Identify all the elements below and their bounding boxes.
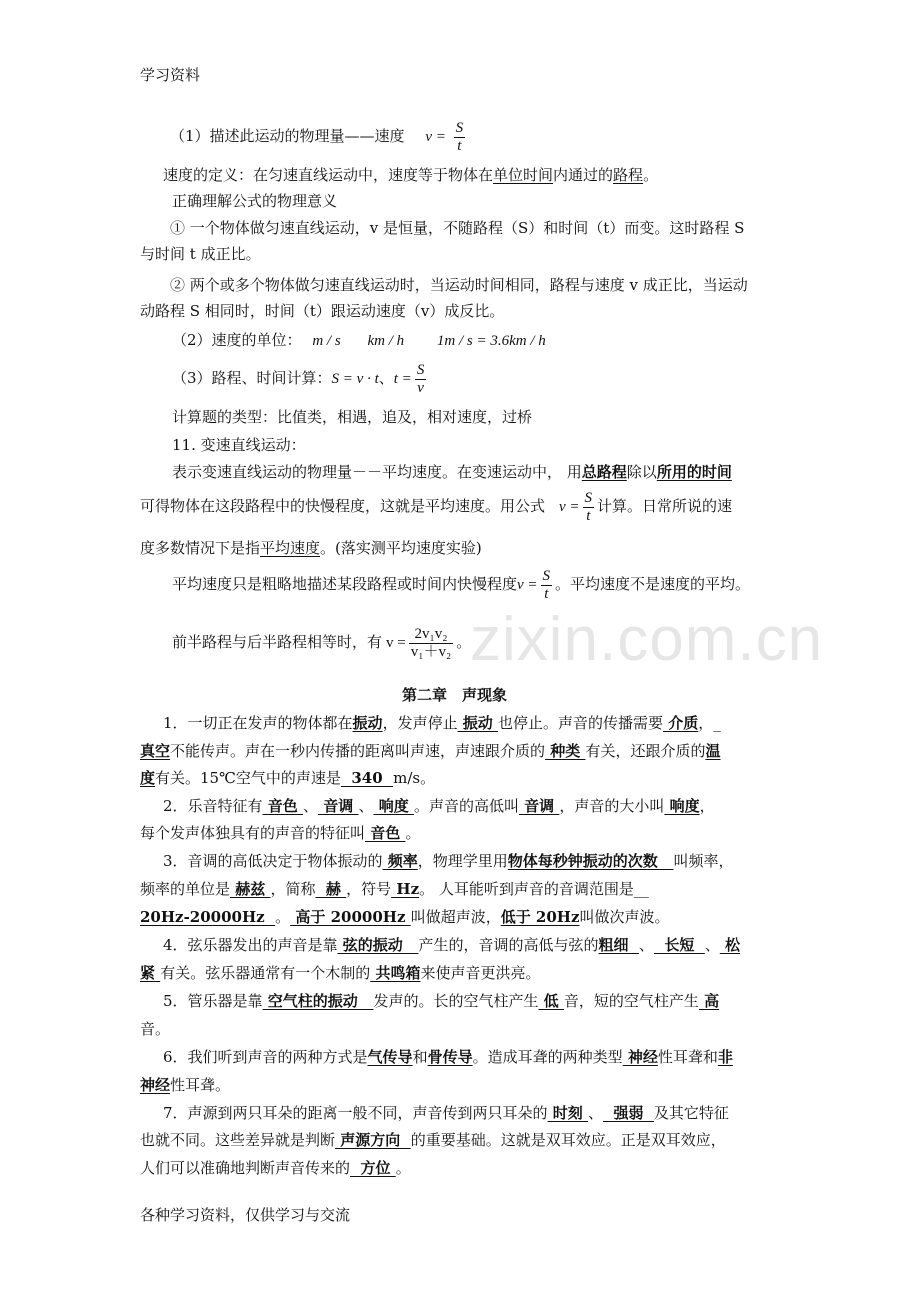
text: 。 人耳能听到声音的音调范围是 xyxy=(419,880,634,898)
text: 有关。15℃空气中的声速是 xyxy=(155,769,341,787)
text: 音，短的空气柱产生 xyxy=(563,992,699,1010)
answer-ultrasonic: 高于 20000Hz xyxy=(290,908,411,926)
def-unit-time: 单位时间 xyxy=(493,166,554,184)
speed-units xyxy=(172,329,546,352)
fraction-denominator: t xyxy=(586,507,591,524)
text: ，简称 xyxy=(270,880,316,898)
var-l2-a: 可得物体在这段路程中的快慢程度，这就是平均速度。用公式 xyxy=(140,497,546,515)
item-2-line-2 xyxy=(140,822,420,844)
item-6-line-2 xyxy=(140,1074,230,1096)
item-1-line-3 xyxy=(140,767,435,789)
text: 产生的，音调的高低与弦的 xyxy=(418,936,599,954)
answer-non-a: 非 xyxy=(717,1048,733,1066)
var-l5-b: 。 xyxy=(456,633,472,651)
answer-frequency: 频率 xyxy=(382,852,418,870)
text: 。 xyxy=(275,908,291,926)
fraction-numerator: S xyxy=(416,361,425,378)
answer-loudness-2: 响度 xyxy=(664,797,700,815)
rough-formula-v: v = xyxy=(517,577,538,593)
variable-motion-title: 11. 变速直线运动： xyxy=(172,436,306,454)
total-distance: 总路程 xyxy=(581,463,627,481)
text: 的重要基础。这就是双耳效应。正是双耳效应， xyxy=(410,1131,726,1149)
answer-low: 低 xyxy=(538,992,564,1010)
text: 、 xyxy=(704,936,720,954)
var-l3-a: 度多数情况下是指 xyxy=(140,539,261,557)
text: ， xyxy=(699,797,715,815)
point-2-line-2: 动路程 S 相同时，时间（t）跟运动速度（v）成反比。 xyxy=(140,302,505,320)
answer-340: 340 xyxy=(340,769,394,787)
item-6-line-1 xyxy=(163,1046,733,1068)
text: 叫做超声波， xyxy=(410,908,501,926)
item-3-line-2 xyxy=(140,878,649,900)
text: 叫频率， xyxy=(673,852,734,870)
point-2-line-1: ② 两个或多个物体做匀速直线运动时，当运动时间相同，路程与速度 v 成正比，当运动 xyxy=(170,276,748,294)
variable-line-2 xyxy=(140,486,732,527)
text: __ xyxy=(633,880,649,898)
answer-vibration-2: 振动 xyxy=(457,714,499,732)
text: 。 xyxy=(405,824,421,842)
answer-length: 长短 xyxy=(653,936,705,954)
text: 和 xyxy=(412,1048,428,1066)
item-7-line-1 xyxy=(163,1102,729,1124)
item-4-line-2 xyxy=(140,962,541,984)
answer-high: 高 xyxy=(698,992,720,1010)
text: 来使声音更洪亮。 xyxy=(420,964,541,982)
item-5-line-1 xyxy=(163,990,719,1012)
speed-item-1-text: （1）描述此运动的物理量——速度 xyxy=(170,127,405,145)
average-speed: 平均速度 xyxy=(260,539,321,557)
variable-line-5 xyxy=(172,620,471,665)
text: ，声音的大小叫 xyxy=(559,797,665,815)
half-formula-v: v = xyxy=(386,635,406,651)
text: ，发声停止 xyxy=(382,714,458,732)
avg-formula-fraction xyxy=(583,490,595,525)
text: 、 xyxy=(638,936,654,954)
answer-pitch-2: 音调 xyxy=(518,797,560,815)
item-4-line-1 xyxy=(163,934,740,956)
answer-tension-a: 松 xyxy=(719,936,741,954)
item-1-line-1 xyxy=(163,712,721,734)
item-2-line-1 xyxy=(163,795,715,817)
item-7-line-3 xyxy=(140,1157,411,1179)
fraction-numerator: 2v₁v₂ xyxy=(409,626,453,644)
answer-air-column: 空气柱的振动 xyxy=(262,992,374,1010)
speed-formula-fraction xyxy=(454,120,466,155)
text: 人们可以准确地判断声音传来的 xyxy=(140,1159,351,1177)
unit-ms: m / s xyxy=(312,333,341,349)
var-l3-c: 。(落实测平均速度实验) xyxy=(320,539,482,557)
text: 5．管乐器是靠 xyxy=(163,992,263,1010)
point-1-line-2: 与时间 t 成正比。 xyxy=(140,245,261,263)
answer-vacuum: 真空 xyxy=(140,742,171,760)
text: 、 xyxy=(588,1104,604,1122)
speed-item-1 xyxy=(170,118,468,155)
answer-temperature-a: 温 xyxy=(705,742,721,760)
calc-t-formula: t = xyxy=(393,371,412,387)
variable-line-3 xyxy=(140,537,482,559)
answer-vibrations-per-second: 物体每秒钟振动的次数 xyxy=(507,852,674,870)
point-1-line-1: ① 一个物体做匀速直线运动，v 是恒量，不随路程（S）和时间（t）而变。这时路程 S xyxy=(170,219,745,237)
text: 、 xyxy=(358,797,374,815)
text: ，_ xyxy=(698,714,721,732)
calc-fraction xyxy=(415,362,427,397)
text: 2．乐音特征有 xyxy=(163,797,263,815)
text: 性耳聋和 xyxy=(657,1048,718,1066)
calc-label: （3）路程、时间计算： xyxy=(172,369,332,387)
time-used: 所用的时间 xyxy=(656,463,732,481)
var-l1-c: 除以 xyxy=(626,463,657,481)
fraction-denominator: t xyxy=(544,585,549,602)
unit-conversion: 1m / s = 3.6km / h xyxy=(436,333,546,349)
answer-resonance-box: 共鸣箱 xyxy=(370,964,421,982)
text: ，符号 xyxy=(346,880,392,898)
answer-hz: Hz xyxy=(391,880,420,898)
text: 、 xyxy=(303,797,319,815)
answer-bone-conduction: 骨传导 xyxy=(427,1048,473,1066)
text: 4．弦乐器发出的声音是靠 xyxy=(163,936,338,954)
text: 有关。弦乐器通常有一个木制的 xyxy=(160,964,371,982)
def-distance: 路程 xyxy=(613,166,644,184)
fraction-numerator: S xyxy=(584,489,593,506)
text: ，物理学里用 xyxy=(417,852,508,870)
answer-intensity: 强弱 xyxy=(603,1104,654,1122)
variable-line-4 xyxy=(172,564,750,605)
distance-time-calc xyxy=(172,358,429,399)
fraction-denominator: v xyxy=(417,379,424,396)
def-text-c: 内通过的 xyxy=(553,166,614,184)
unit-label: （2）速度的单位： xyxy=(172,331,302,349)
text: 叫做次声波。 xyxy=(579,908,670,926)
fraction-numerator: S xyxy=(542,567,551,584)
answer-pitch: 音调 xyxy=(318,797,359,815)
answer-timbre-2: 音色 xyxy=(365,824,406,842)
def-text-e: 。 xyxy=(643,166,659,184)
item-7-line-2 xyxy=(140,1129,726,1151)
text: 。造成耳聋的两种类型 xyxy=(472,1048,623,1066)
answer-tension-b: 紧 xyxy=(140,964,161,982)
fraction-denominator: t xyxy=(457,137,462,154)
answer-kind: 种类 xyxy=(545,742,586,760)
half-formula-fraction xyxy=(409,626,453,661)
avg-formula-v: v = xyxy=(559,499,580,515)
chapter-2-title: 第二章 声现象 xyxy=(402,686,508,704)
problem-types: 计算题的类型：比值类，相遇，追及，相对速度，过桥 xyxy=(172,408,533,426)
answer-non-b: 神经 xyxy=(140,1076,171,1094)
text: 。声音的高低叫 xyxy=(413,797,519,815)
var-l5-a: 前半路程与后半路程相等时，有 xyxy=(172,633,383,651)
var-l4-a: 平均速度只是粗略地描述某段路程或时间内快慢程度 xyxy=(172,575,518,593)
answer-position: 方位 xyxy=(350,1159,396,1177)
rough-formula-fraction xyxy=(541,568,553,603)
text: 发声的。长的空气柱产生 xyxy=(373,992,539,1010)
item-5-line-2: 音。 xyxy=(140,1020,171,1038)
answer-he: 赫 xyxy=(315,880,347,898)
speed-definition xyxy=(163,164,658,186)
var-l2-b: 计算。日常所说的速 xyxy=(597,497,733,515)
answer-timbre: 音色 xyxy=(262,797,303,815)
text: m/s。 xyxy=(393,769,436,787)
answer-string-vibration: 弦的振动 xyxy=(337,936,419,954)
answer-air-conduction: 气传导 xyxy=(367,1048,413,1066)
item-1-line-2 xyxy=(140,740,721,762)
watermark: zixin.com.cn xyxy=(470,605,824,674)
answer-vibration: 振动 xyxy=(352,714,383,732)
text: 也就不同。这些差异就是判断 xyxy=(140,1131,336,1149)
answer-hearing-range: 20Hz-20000Hz xyxy=(140,908,276,926)
answer-temperature-b: 度 xyxy=(140,769,156,787)
text: 性耳聋。 xyxy=(170,1076,231,1094)
var-l1-a: 表示变速直线运动的物理量－－平均速度。在变速运动中， 用 xyxy=(172,463,582,481)
answer-loudness: 响度 xyxy=(373,797,414,815)
calc-s-formula: S = v · t xyxy=(331,371,379,387)
fraction-numerator: S xyxy=(455,119,464,136)
page-header: 学习资料 xyxy=(140,66,201,84)
understand-heading: 正确理解公式的物理意义 xyxy=(172,192,338,210)
text: 。 xyxy=(395,1159,411,1177)
calc-separator: 、 xyxy=(378,369,394,387)
answer-time: 时刻 xyxy=(547,1104,588,1122)
text: 及其它特征 xyxy=(653,1104,729,1122)
text: 也停止。声音的传播需要 xyxy=(498,714,664,732)
text: 3．音调的高低决定于物体振动的 xyxy=(163,852,383,870)
answer-infrasonic: 低于 20Hz xyxy=(500,908,580,926)
answer-medium: 介质 xyxy=(663,714,699,732)
text: 有关，还跟介质的 xyxy=(585,742,706,760)
speed-formula-v: v = xyxy=(425,129,446,145)
page-footer: 各种学习资料，仅供学习与交流 xyxy=(140,1206,351,1224)
text: 1．一切正在发声的物体都在 xyxy=(163,714,353,732)
text: 6．我们听到声音的两种方式是 xyxy=(163,1048,368,1066)
text: 不能传声。声在一秒内传播的距离叫声速，声速跟介质的 xyxy=(170,742,546,760)
var-l4-b: 。平均速度不是速度的平均。 xyxy=(555,575,751,593)
fraction-denominator: v₁＋v₂ xyxy=(410,643,452,660)
unit-kmh: km / h xyxy=(367,333,405,349)
answer-thickness: 粗细 xyxy=(598,936,639,954)
item-3-line-1 xyxy=(163,850,733,872)
text: 每个发声体独具有的声音的特征叫 xyxy=(140,824,366,842)
variable-line-1 xyxy=(172,461,732,483)
answer-hertz: 赫兹 xyxy=(230,880,271,898)
answer-nerve: 神经 xyxy=(622,1048,658,1066)
def-text-a: 速度的定义：在匀速直线运动中，速度等于物体在 xyxy=(163,166,494,184)
text: 7．声源到两只耳朵的距离一般不同，声音传到两只耳朵的 xyxy=(163,1104,548,1122)
item-3-line-3 xyxy=(140,906,670,928)
text: 频率的单位是 xyxy=(140,880,231,898)
answer-source-direction: 声源方向 xyxy=(335,1131,411,1149)
